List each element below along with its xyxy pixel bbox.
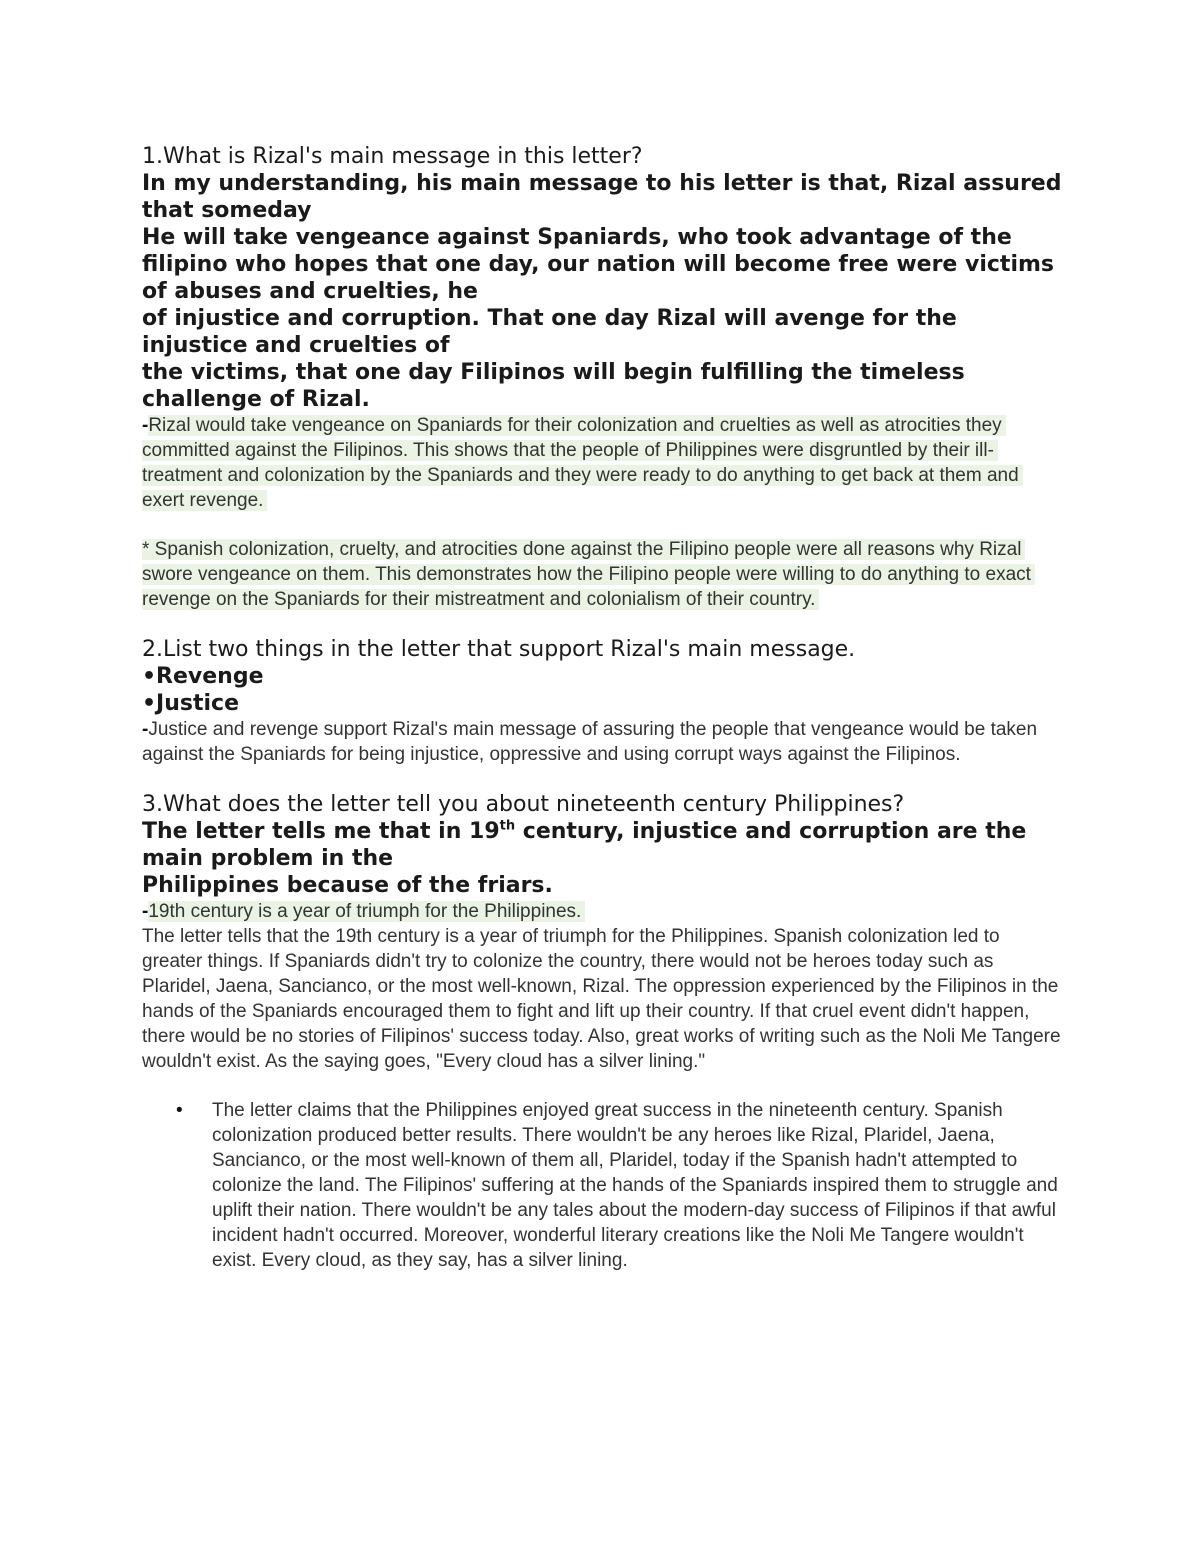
list-item-revenge: •Revenge xyxy=(142,664,264,689)
answer-1-line-4: the victims, that one day Filipinos will begin fulfilling the timeless challenge of Rizal. xyxy=(142,360,965,412)
answer-1-line-2: He will take vengeance against Spaniards, who took advantage of the filipino who hopes that one day, our nation will become free were victims of abuses and cruelties, he xyxy=(142,225,1055,304)
document-page xyxy=(142,143,1062,1273)
note-1 xyxy=(142,413,1062,513)
question-1: 1.What is Rizal's main message in this letter? xyxy=(142,144,643,169)
question-2: 2.List two things in the letter that support Rizal's main message. xyxy=(142,637,856,662)
note-3-dash: - xyxy=(142,719,149,740)
answer-1-line-3: of injustice and corruption. That one day Rizal will avenge for the injustice and cruelties of xyxy=(142,306,957,358)
bullet-text: The letter claims that the Philippines enjoyed great success in the nineteenth century. Spanish colonization produced better results. There wouldn't be any heroes like Rizal, Plaridel, Jaena, Sancianco, or the most well-known of them all, Plaridel, today if the Spanish hadn't attempted to colonize the land. The Filipinos' suffering at the hands of the Spaniards inspired them to struggle and uplift their nation. There wouldn't be any tales about the modern-day success of Filipinos if that awful incident hadn't occurred. Moreover, wonderful literary creations like the Noli Me Tangere wouldn't exist. Every cloud, as they say, has a silver lining. xyxy=(212,1100,1058,1271)
note-4 xyxy=(142,899,1062,924)
note-2-text: * Spanish colonization, cruelty, and atrocities done against the Filipino people were all reasons why Rizal swore vengeance on them. This demonstrates how the Filipino people were willing to do anything to exact revenge on the Spaniards for their mistreatment and colonialism of their country. xyxy=(142,539,1035,610)
answer-3-post: century, injustice and corruption are the main problem in the xyxy=(142,819,1027,871)
note-4-dash: - xyxy=(142,901,149,922)
note-3 xyxy=(142,717,1062,767)
list-item xyxy=(142,1098,1062,1273)
bullet-list xyxy=(142,1098,1062,1273)
answer-3-pre: The letter tells me that in 19 xyxy=(142,819,500,844)
note-3-text: Justice and revenge support Rizal's main message of assuring the people that vengeance would be taken against the Spaniards for being injustice, oppressive and using corrupt ways against the Filipinos. xyxy=(142,719,1038,765)
paragraph-19th-century: The letter tells that the 19th century is a year of triumph for the Philippines. Spanish colonization led to greater things. If Spaniards didn't try to colonize the country, there would not be heroes today such as Plaridel, Jaena, Sancianco, or the most well-known, Rizal. The oppression experienced by the Filipinos in the hands of the Spaniards encouraged them to fight and lift up their country. If that cruel event didn't happen, there would be no stories of Filipinos' success today. Also, great works of writing such as the Noli Me Tangere wouldn't exist. As the saying goes, "Every cloud has a silver lining." xyxy=(142,926,1061,1072)
list-item-justice: •Justice xyxy=(142,691,240,716)
answer-3-line-2: Philippines because of the friars. xyxy=(142,873,553,898)
question-3: 3.What does the letter tell you about nineteenth century Philippines? xyxy=(142,792,905,817)
note-1-text: Rizal would take vengeance on Spaniards for their colonization and cruelties as well as atrocities they committed against the Filipinos. This shows that the people of Philippines were disgruntled by their ill-treatment and colonization by the Spaniards and they were ready to do anything to get back at them and exert revenge. xyxy=(142,415,1023,511)
note-2 xyxy=(142,537,1062,612)
answer-1-line-1: In my understanding, his main message to his letter is that, Rizal assured that someday xyxy=(142,171,1062,223)
note-4-text: 19th century is a year of triumph for the Philippines. xyxy=(148,901,585,922)
answer-3-sup: th xyxy=(499,818,516,834)
answer-3-line-1 xyxy=(142,818,1062,872)
bullet-icon: • xyxy=(176,1100,183,1121)
note-1-dash: - xyxy=(142,415,149,436)
